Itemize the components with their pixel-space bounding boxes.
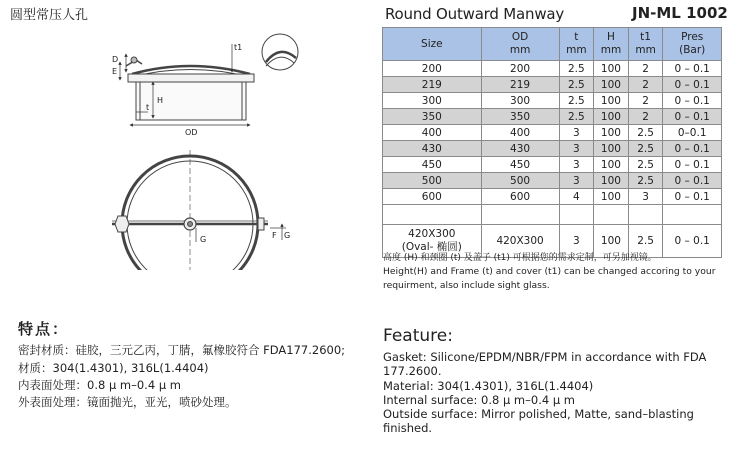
table-row-blank <box>383 205 722 225</box>
table-cell-od: 300 <box>481 93 559 109</box>
label-t: t <box>146 103 150 112</box>
table-cell-h: 100 <box>594 141 629 157</box>
table-cell-h: 100 <box>594 61 629 77</box>
table-cell-t: 2.5 <box>559 109 594 125</box>
label-e: E <box>112 67 118 76</box>
features-cn-line-seal: 密封材质：硅胶，三元乙丙，丁腈，氟橡胶符合 FDA177.2600; <box>18 343 346 357</box>
table-cell-t: 3 <box>559 157 594 173</box>
table-row <box>383 77 722 93</box>
table-cell-size: 600 <box>383 189 482 205</box>
table-cell-t: 3 <box>559 173 594 189</box>
table-cell-t1: 2.5 <box>628 173 663 189</box>
label-g-center: G <box>200 235 207 244</box>
label-f: F <box>272 231 277 240</box>
table-cell-t1: 2.5 <box>628 141 663 157</box>
features-cn-line-outside: 外表面处理：镜面抛光，亚光，喷砂处理。 <box>18 395 237 409</box>
table-cell-t: 4 <box>559 189 594 205</box>
table-cell-t1: 2.5 <box>628 225 663 258</box>
table-cell-t: 2.5 <box>559 77 594 93</box>
table-cell-pres: 0 – 0.1 <box>663 225 722 258</box>
table-cell-t1: 2 <box>628 109 663 125</box>
note-chinese: 高度 (H) 和颈圈 (t) 及盖子 (t1) 可根据您的需求定制，可另加视镜。 <box>383 253 657 263</box>
table-cell-size: 420X300 (Oval- 椭圆) <box>383 225 482 258</box>
table-cell-h: 100 <box>594 225 629 258</box>
table-cell-h: 100 <box>594 157 629 173</box>
table-cell-size: 400 <box>383 125 482 141</box>
table-cell-pres: 0 – 0.1 <box>663 189 722 205</box>
label-h: H <box>157 96 164 105</box>
side-view <box>126 34 298 120</box>
table-cell-t1: 2.5 <box>628 157 663 173</box>
table-row <box>383 141 722 157</box>
header-size: Size <box>383 28 482 61</box>
table-cell-od: 400 <box>481 125 559 141</box>
table-cell-od: 430 <box>481 141 559 157</box>
table-row <box>383 61 722 77</box>
table-cell-h: 100 <box>594 77 629 93</box>
table-cell-pres: 0 – 0.1 <box>663 77 722 93</box>
label-g-side: G <box>284 231 291 240</box>
features-en-title: Feature: <box>383 326 453 346</box>
table-row <box>383 109 722 125</box>
table-cell-od: 350 <box>481 109 559 125</box>
table-cell-size: 500 <box>383 173 482 189</box>
header-od: OD mm <box>481 28 559 61</box>
table-cell-pres: 0 – 0.1 <box>663 157 722 173</box>
table-cell-h: 100 <box>594 125 629 141</box>
table-cell-pres: 0 – 0.1 <box>663 141 722 157</box>
features-en-outside: Outside surface: Mirror polished, Matte, sand–blasting finished. <box>383 407 694 435</box>
spec-table <box>382 27 722 258</box>
features-en-internal: Internal surface: 0.8 μ m–0.4 μ m <box>383 393 575 407</box>
table-cell-pres: 0 – 0.1 <box>663 173 722 189</box>
table-cell-size: 300 <box>383 93 482 109</box>
table-row <box>383 157 722 173</box>
table-cell-pres: 0 – 0.1 <box>663 93 722 109</box>
label-d: D <box>112 55 119 64</box>
table-cell-pres: 0 – 0.1 <box>663 109 722 125</box>
top-view <box>112 150 268 270</box>
english-title: Round Outward Manway <box>385 5 565 23</box>
header-pres: Pres (Bar) <box>663 28 722 61</box>
table-cell-size: 450 <box>383 157 482 173</box>
table-cell-t1: 2 <box>628 93 663 109</box>
features-en-gasket: Gasket: Silicone/EPDM/NBR/FPM in accordance with FDA 177.2600. <box>383 350 707 378</box>
table-row <box>383 125 722 141</box>
table-row <box>383 173 722 189</box>
table-cell-size: 200 <box>383 61 482 77</box>
table-cell-pres: 0–0.1 <box>663 125 722 141</box>
table-cell-t: 2.5 <box>559 61 594 77</box>
table-cell-size: 350 <box>383 109 482 125</box>
table-cell-h: 100 <box>594 189 629 205</box>
table-cell-od: 219 <box>481 77 559 93</box>
manway-drawing <box>0 20 375 270</box>
table-cell-t1: 2 <box>628 61 663 77</box>
table-cell-h: 100 <box>594 173 629 189</box>
features-cn-title: 特点： <box>18 320 70 338</box>
note-english: Height(H) and Frame (t) and cover (t1) can be changed accoring to your requirment, also include sight glass. <box>383 266 716 291</box>
table-row <box>383 189 722 205</box>
table-row <box>383 93 722 109</box>
features-en-material: Material: 304(1.4301), 316L(1.4404) <box>383 379 594 393</box>
table-cell-size: 430 <box>383 141 482 157</box>
table-cell-t: 2.5 <box>559 93 594 109</box>
model-number: JN-ML 1002 <box>632 4 728 22</box>
table-cell-od: 200 <box>481 61 559 77</box>
table-cell-h: 100 <box>594 93 629 109</box>
table-cell-h: 100 <box>594 109 629 125</box>
table-cell-t1: 3 <box>628 189 663 205</box>
features-cn-line-material: 材质：304(1.4301), 316L(1.4404) <box>18 361 209 375</box>
header-h: H mm <box>594 28 629 61</box>
table-cell-od: 600 <box>481 189 559 205</box>
table-cell-size: 219 <box>383 77 482 93</box>
table-cell-t: 3 <box>559 141 594 157</box>
table-cell-t1: 2.5 <box>628 125 663 141</box>
table-cell-pres: 0 – 0.1 <box>663 61 722 77</box>
table-cell-t: 3 <box>559 125 594 141</box>
label-od: OD <box>185 128 198 137</box>
table-header-row <box>383 28 722 61</box>
table-cell-od: 420X300 <box>481 225 559 258</box>
table-cell-t: 3 <box>559 225 594 258</box>
table-cell-od: 500 <box>481 173 559 189</box>
chinese-title: 圆型常压人孔 <box>10 8 89 23</box>
table-cell-od: 450 <box>481 157 559 173</box>
table-cell-t1: 2 <box>628 77 663 93</box>
header-t: t mm <box>559 28 594 61</box>
features-cn-line-internal: 内表面处理：0.8 μ m–0.4 μ m <box>18 378 181 392</box>
label-t1: t1 <box>234 43 243 52</box>
header-t1: t1 mm <box>628 28 663 61</box>
